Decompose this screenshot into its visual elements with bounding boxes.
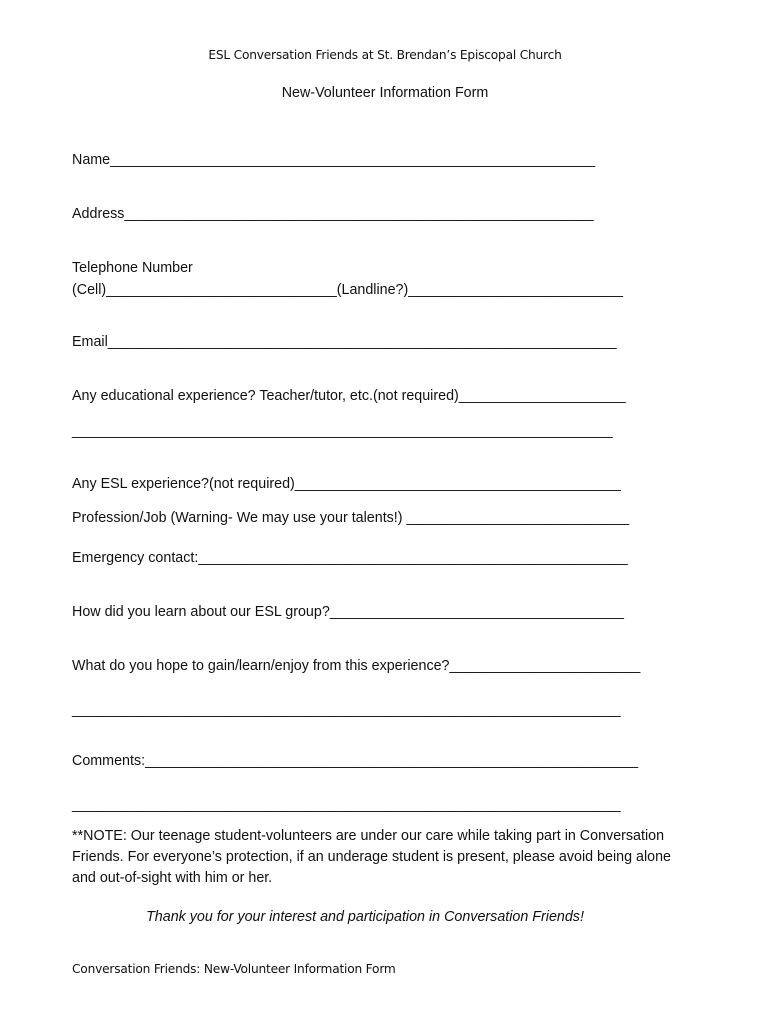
- form-title: New-Volunteer Information Form: [281, 85, 489, 101]
- safety-note: **NOTE: Our teenage student-volunteers are under our care while taking part in Conversation Friends. For everyone’s protection, if an underage student is present, please avoid being alone and out-of-sight with him or her.: [72, 828, 671, 886]
- email-field[interactable]: Email________________________________________________________________: [72, 334, 617, 350]
- emergency-contact-field[interactable]: Emergency contact:______________________________________________________: [72, 550, 628, 566]
- hope-to-gain-field-line2[interactable]: _____________________________________________________________________: [72, 702, 621, 718]
- hope-to-gain-field[interactable]: What do you hope to gain/learn/enjoy from this experience?________________________: [72, 658, 641, 674]
- cell-landline-field[interactable]: (Cell)_____________________________(Landline?)___________________________: [72, 282, 623, 298]
- education-field[interactable]: Any educational experience? Teacher/tutor, etc.(not required)_____________________: [72, 388, 626, 404]
- education-field-line2[interactable]: ____________________________________________________________________: [72, 423, 613, 439]
- telephone-label: Telephone Number: [72, 260, 193, 276]
- thank-you-message: Thank you for your interest and participation in Conversation Friends!: [146, 909, 584, 925]
- comments-field[interactable]: Comments:______________________________________________________________: [72, 753, 639, 769]
- name-field[interactable]: Name_____________________________________________________________: [72, 152, 596, 168]
- page-header: ESL Conversation Friends at St. Brendan’s Episcopal Church: [208, 48, 562, 62]
- comments-field-line2[interactable]: _____________________________________________________________________: [72, 797, 621, 813]
- page-footer: Conversation Friends: New-Volunteer Information Form: [72, 962, 396, 976]
- learn-about-field[interactable]: How did you learn about our ESL group?_____________________________________: [72, 604, 624, 620]
- address-field[interactable]: Address___________________________________________________________: [72, 206, 594, 222]
- esl-experience-field[interactable]: Any ESL experience?(not required)_________________________________________: [72, 476, 621, 492]
- profession-field[interactable]: Profession/Job (Warning- We may use your talents!) ____________________________: [72, 510, 630, 526]
